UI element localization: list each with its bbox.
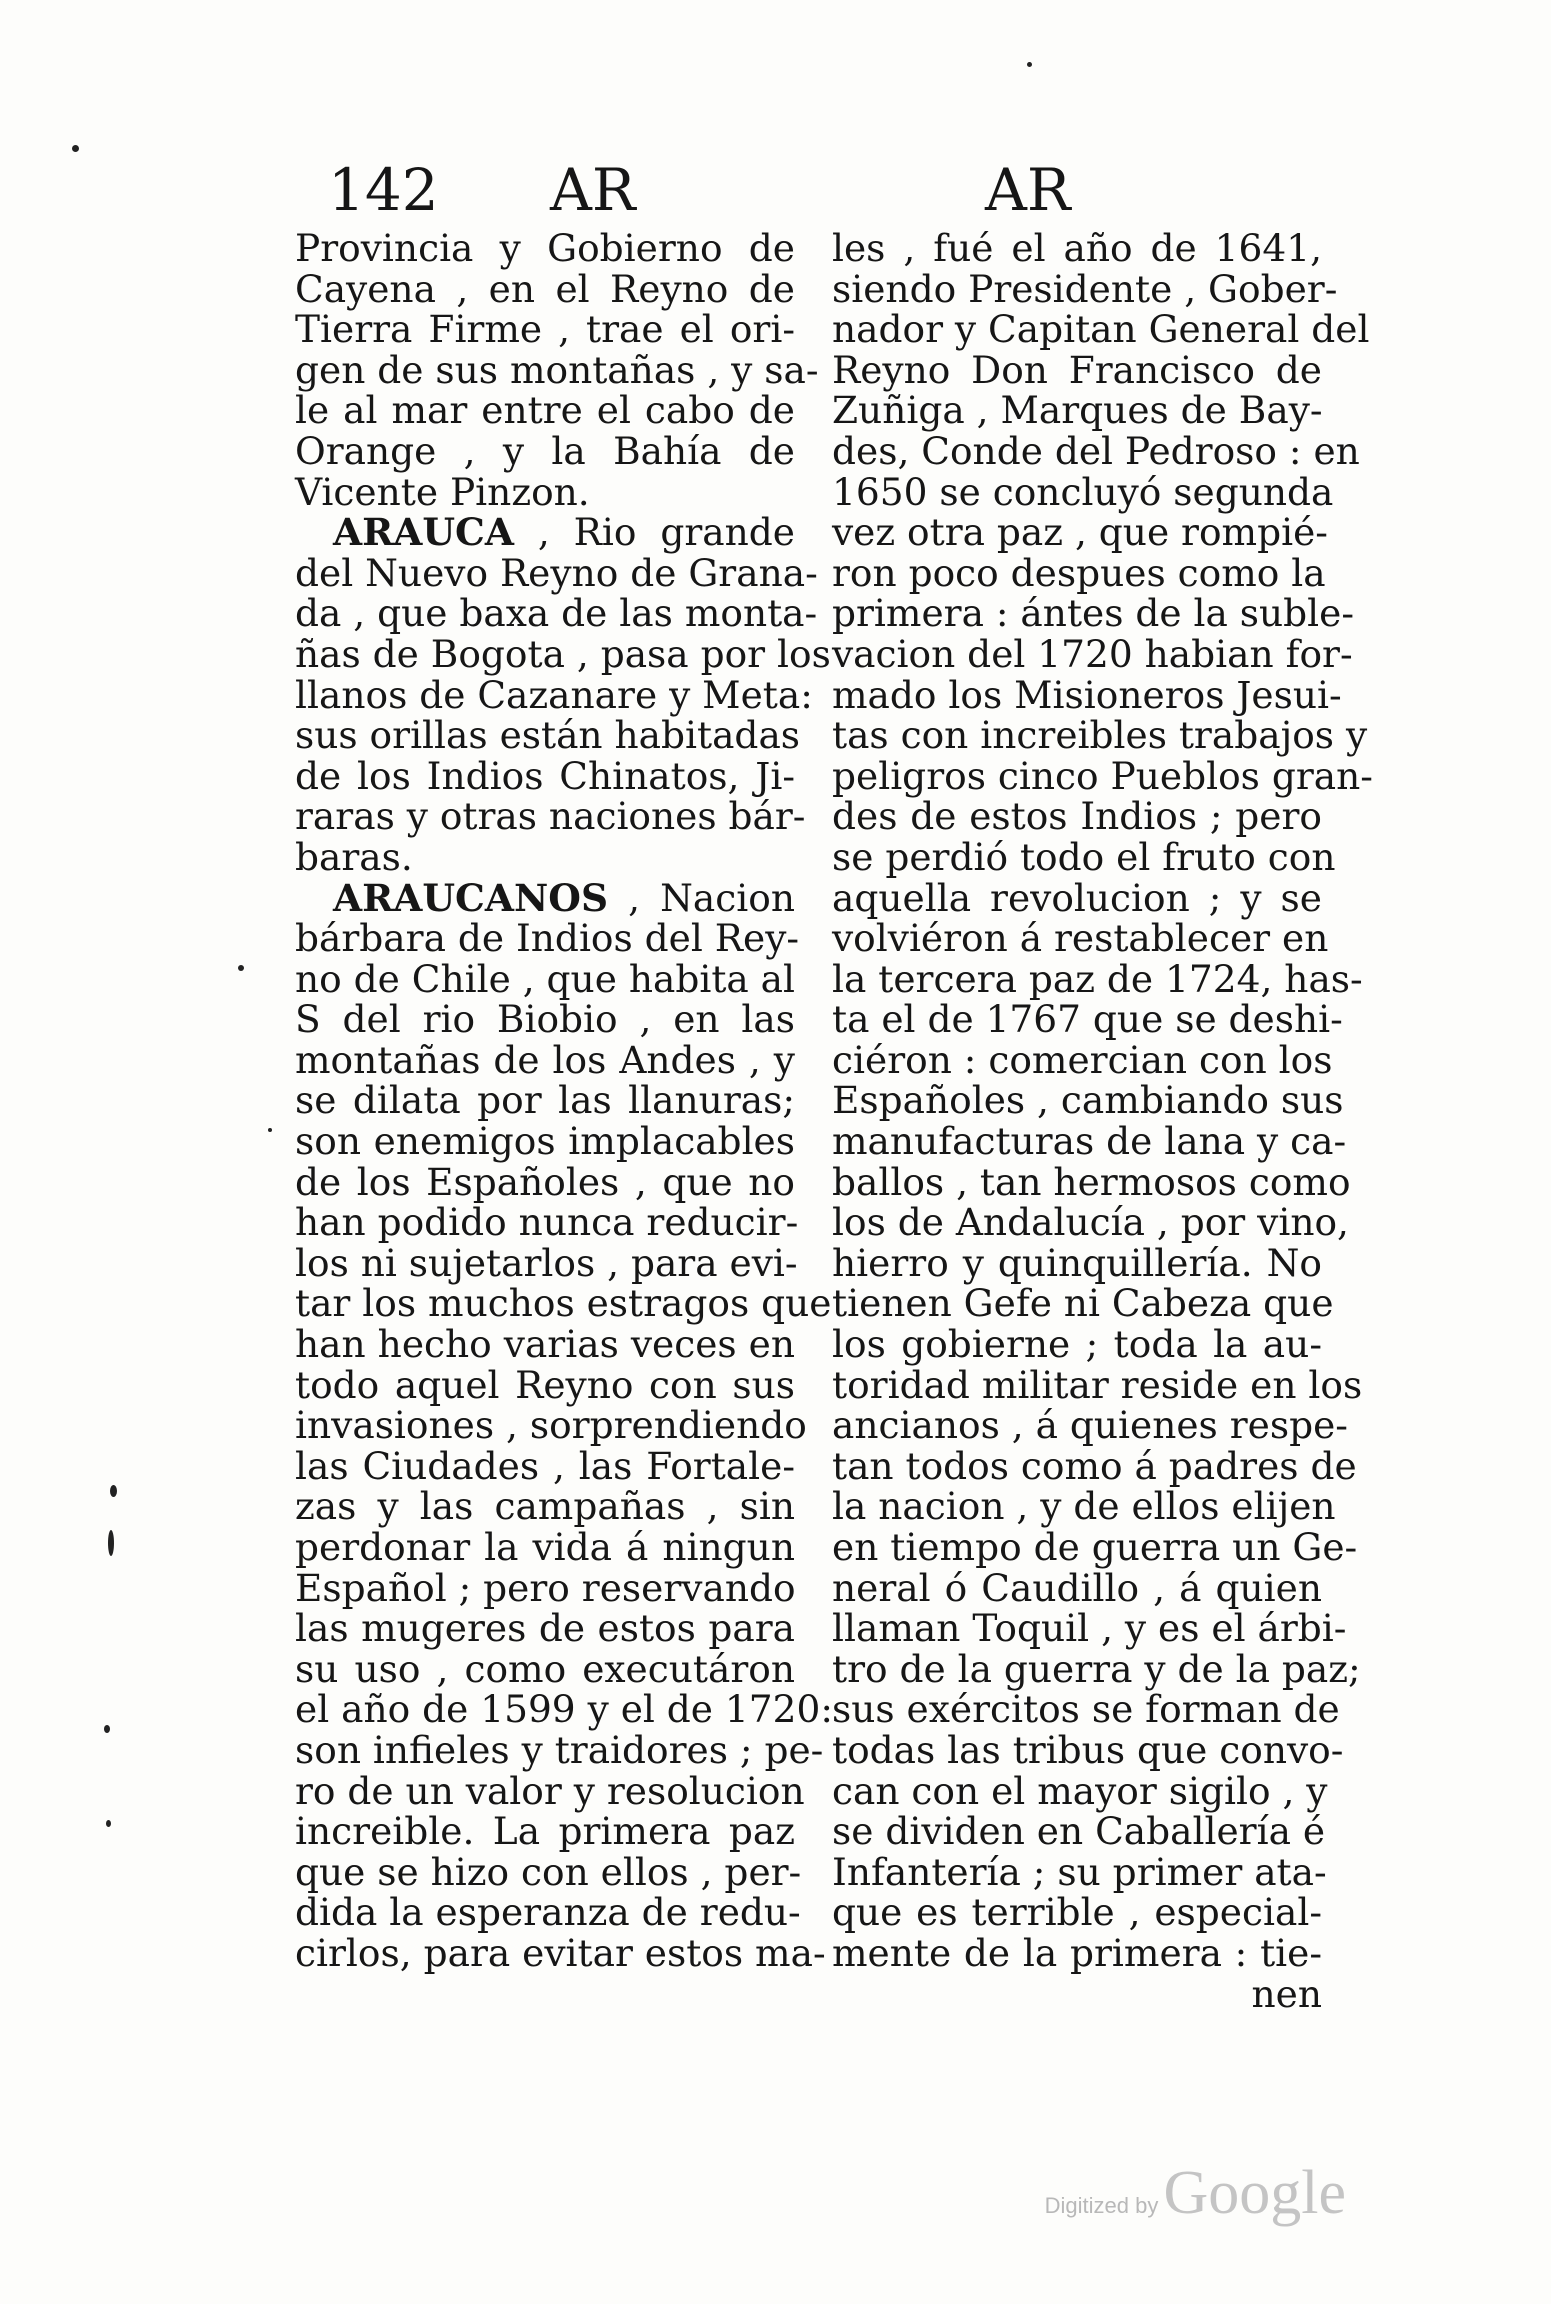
- text-line: se perdió todo el fruto con: [832, 834, 1336, 879]
- text-line: les , fué el año de 1641,: [832, 226, 1322, 270]
- text-line: neral ó Caudillo , á quien: [832, 1565, 1322, 1610]
- text-line: ciéron : comercian con los: [832, 1037, 1333, 1082]
- text-line: Español ; pero reservando: [295, 1565, 796, 1610]
- text-line: manufacturas de lana y ca-: [832, 1119, 1347, 1164]
- text-line: vacion del 1720 habian for-: [832, 631, 1353, 676]
- text-line: tas con increibles trabajos y: [832, 713, 1368, 758]
- text-line: Españoles , cambiando sus: [832, 1078, 1344, 1123]
- text-line: des de estos Indios ; pero: [832, 794, 1322, 839]
- text-line: mado los Misioneros Jesui-: [832, 672, 1342, 717]
- text-line: llanos de Cazanare y Meta:: [295, 672, 813, 717]
- text-line: sus exércitos se forman de: [832, 1687, 1340, 1732]
- text-line: des, Conde del Pedroso : en: [832, 428, 1360, 473]
- text-line: Orange , y la Bahía de: [295, 428, 795, 473]
- text-line: volviéron á restablecer en: [832, 916, 1329, 961]
- text-line: perdonar la vida á ningun: [295, 1525, 795, 1569]
- text-line: que es terrible , especial-: [832, 1890, 1322, 1935]
- text-line: de los Españoles , que no: [295, 1159, 795, 1204]
- right-column: [832, 226, 1373, 2016]
- text-line: ARAUCANOS , Nacion: [333, 875, 795, 920]
- text-line: los ni sujetarlos , para evi-: [295, 1240, 798, 1285]
- text-line: sus orillas están habitadas: [295, 713, 801, 758]
- text-line: son infieles y traidores ; pe-: [295, 1727, 824, 1772]
- text-line: dida la esperanza de redu-: [295, 1890, 801, 1935]
- text-line: montañas de los Andes , y: [295, 1037, 795, 1082]
- text-line: tar los muchos estragos que: [295, 1281, 832, 1326]
- text-line: hierro y quinquillería. No: [832, 1240, 1322, 1285]
- text-line: toridad militar reside en los: [832, 1362, 1363, 1407]
- margin-speck: [1027, 62, 1032, 67]
- text-line: nador y Capitan General del: [832, 307, 1370, 352]
- text-line: su uso , como executáron: [295, 1646, 795, 1691]
- text-line: mente de la primera : tie-: [832, 1930, 1322, 1975]
- text-line: zas y las campañas , sin: [295, 1484, 795, 1529]
- text-line: Vicente Pinzon.: [295, 469, 590, 514]
- text-line: los gobierne ; toda la au-: [832, 1322, 1322, 1367]
- watermark: [1045, 2158, 1346, 2229]
- text-line: ancianos , á quienes respe-: [832, 1403, 1348, 1448]
- text-line: llaman Toquil , y es el árbi-: [832, 1606, 1347, 1651]
- text-line: increible. La primera paz: [295, 1809, 795, 1854]
- text-line: le al mar entre el cabo de: [295, 388, 795, 433]
- text-line: Provincia y Gobierno de: [295, 226, 795, 270]
- margin-speck: [110, 1485, 117, 1497]
- text-line: de los Indios Chinatos, Ji-: [295, 753, 795, 798]
- text-line: el año de 1599 y el de 1720:: [295, 1687, 833, 1732]
- text-line: las mugeres de estos para: [295, 1606, 795, 1651]
- text-line: peligros cinco Pueblos gran-: [832, 753, 1373, 798]
- text-line: ron poco despues como la: [832, 550, 1326, 595]
- running-head-right: AR: [985, 156, 1071, 224]
- text-line: S del rio Biobio , en las: [295, 997, 795, 1042]
- margin-speck: [268, 1128, 272, 1132]
- text-line: vez otra paz , que rompié-: [832, 510, 1328, 555]
- text-line: tro de la guerra y de la paz;: [832, 1646, 1361, 1691]
- margin-speck: [104, 1725, 110, 1733]
- text-line: tan todos como á padres de: [832, 1443, 1357, 1488]
- margin-speck: [72, 145, 79, 152]
- catchword: nen: [1251, 1971, 1322, 2016]
- text-line: Reyno Don Francisco de: [832, 347, 1322, 392]
- margin-speck: [238, 965, 244, 971]
- text-line: han podido nunca reducir-: [295, 1200, 799, 1245]
- text-line: han hecho varias veces en: [295, 1322, 795, 1367]
- text-line: da , que baxa de las monta-: [295, 591, 818, 636]
- text-line: del Nuevo Reyno de Grana-: [295, 550, 818, 595]
- text-line: se dividen en Caballería é: [832, 1809, 1326, 1854]
- text-line: invasiones , sorprendiendo: [295, 1403, 807, 1448]
- text-line: todo aquel Reyno con sus: [295, 1362, 795, 1407]
- running-head-left: AR: [550, 156, 636, 224]
- left-column: [295, 226, 833, 1975]
- text-line: son enemigos implacables: [295, 1119, 795, 1164]
- text-line: tienen Gefe ni Cabeza que: [832, 1281, 1334, 1326]
- text-line: se dilata por las llanuras;: [295, 1078, 795, 1123]
- watermark-prefix: Digitized by: [1044, 2193, 1159, 2218]
- text-line: ñas de Bogota , pasa por los: [295, 631, 831, 676]
- text-line: Cayena , en el Reyno de: [295, 266, 795, 311]
- text-line: todas las tribus que convo-: [832, 1727, 1344, 1772]
- page-number: 142: [328, 156, 439, 224]
- text-line: bárbara de Indios del Rey-: [295, 916, 800, 961]
- text-line: las Ciudades , las Fortale-: [295, 1443, 795, 1488]
- text-line: Zuñiga , Marques de Bay-: [832, 388, 1323, 433]
- text-line: en tiempo de guerra un Ge-: [832, 1525, 1358, 1569]
- text-line: la tercera paz de 1724, has-: [832, 956, 1363, 1001]
- text-line: ro de un valor y resolucion: [295, 1768, 805, 1813]
- text-line: cirlos, para evitar estos ma-: [295, 1930, 826, 1975]
- text-line: can con el mayor sigilo , y: [832, 1768, 1328, 1813]
- entry-headword: ARAUCA: [333, 510, 514, 555]
- text-line: ballos , tan hermosos como: [832, 1159, 1351, 1204]
- text-line: aquella revolucion ; y se: [832, 875, 1322, 920]
- margin-speck: [108, 1530, 114, 1556]
- text-line: raras y otras naciones bár-: [295, 794, 806, 839]
- text-line: 1650 se concluyó segunda: [832, 469, 1334, 514]
- text-line: la nacion , y de ellos elijen: [832, 1484, 1336, 1529]
- text-line: ta el de 1767 que se deshi-: [832, 997, 1343, 1042]
- text-line: los de Andalucía , por vino,: [832, 1200, 1349, 1245]
- margin-speck: [106, 1820, 111, 1827]
- text-line: siendo Presidente , Gober-: [832, 266, 1338, 311]
- text-line: Tierra Firme , trae el ori-: [295, 307, 795, 352]
- text-line: Infantería ; su primer ata-: [832, 1849, 1327, 1894]
- text-line: primera : ántes de la suble-: [832, 591, 1355, 636]
- text-line: baras.: [295, 834, 413, 879]
- watermark-logo: Google: [1163, 2159, 1346, 2227]
- text-line: que se hizo con ellos , per-: [295, 1849, 802, 1894]
- text-line: gen de sus montañas , y sa-: [295, 347, 819, 392]
- text-line: no de Chile , que habita al: [295, 956, 796, 1001]
- entry-headword: ARAUCANOS: [333, 875, 609, 920]
- text-line: ARAUCA , Rio grande: [333, 510, 795, 555]
